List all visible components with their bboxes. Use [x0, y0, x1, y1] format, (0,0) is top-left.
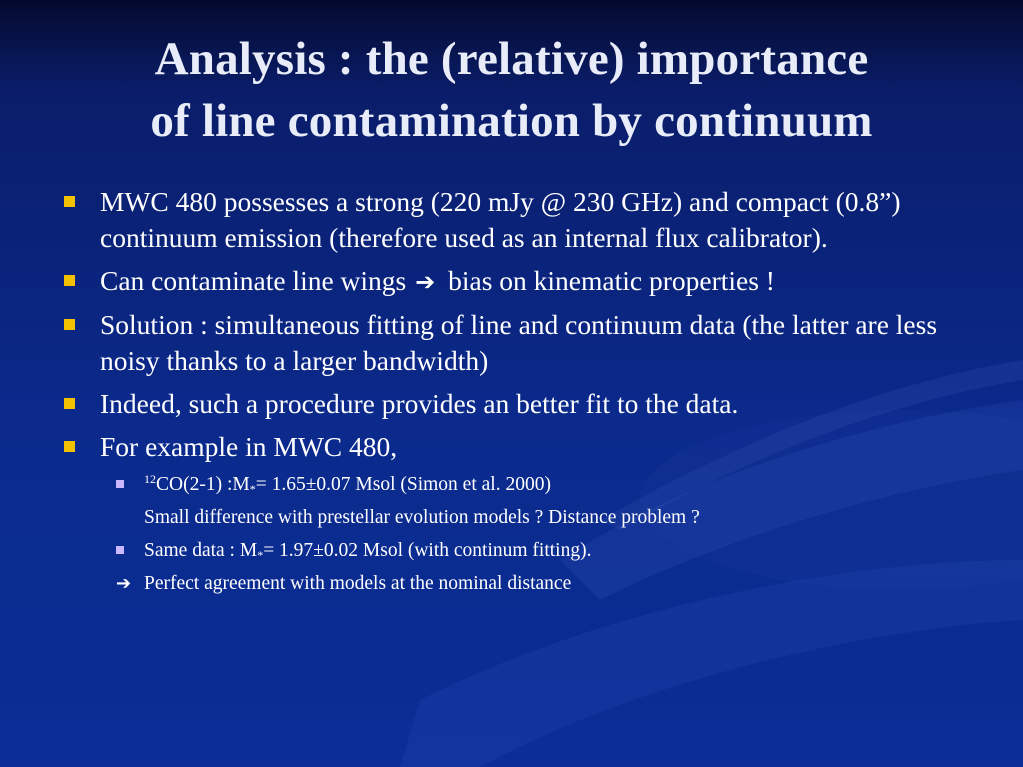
square-bullet-icon — [64, 441, 75, 452]
title-line-1: Analysis : the (relative) importance — [154, 33, 869, 85]
sub-text-b: = 1.97±0.02 Msol (with continum fitting). — [263, 540, 592, 561]
sub-bullet-co-measurement — [60, 472, 970, 498]
slide-title — [0, 28, 1023, 152]
sub-text-a: CO(2-1) :M — [156, 474, 250, 495]
slide-body — [60, 184, 970, 597]
sub-bullet-continuation: Small difference with prestellar evolution models ? Distance problem ? — [144, 507, 700, 528]
bullet-text: For example in MWC 480, — [100, 431, 398, 462]
conclusion-text: Perfect agreement with models at the nominal distance — [144, 573, 572, 594]
bullet-solution — [60, 307, 970, 379]
square-sub-bullet-icon — [116, 480, 124, 488]
title-line-2: of line contamination by continuum — [150, 95, 873, 147]
bullet-text-before: Can contaminate line wings — [100, 265, 407, 296]
square-sub-bullet-icon — [116, 546, 124, 554]
conclusion-line — [60, 571, 970, 597]
sub-text-a: Same data : M — [144, 540, 258, 561]
star-subscript: * — [249, 482, 256, 496]
square-bullet-icon — [64, 275, 75, 286]
bullet-text-after: bias on kinematic properties ! — [448, 265, 775, 296]
sub-text-b: = 1.65±0.07 Msol (Simon et al. 2000) — [255, 474, 551, 495]
square-bullet-icon — [64, 398, 75, 409]
star-subscript: * — [257, 548, 264, 562]
bullet-line-wings — [60, 263, 970, 300]
bullet-text: Indeed, such a procedure provides an better fit to the data. — [100, 388, 739, 419]
square-bullet-icon — [64, 319, 75, 330]
right-arrow-icon: ➔ — [415, 268, 436, 296]
bullet-text: MWC 480 possesses a strong (220 mJy @ 230 GHz) and compact (0.8”) continuum emission (therefore used as an internal flux calibrator). — [100, 186, 901, 253]
bullet-continuum-emission — [60, 184, 970, 256]
square-bullet-icon — [64, 196, 75, 207]
bullet-text: Solution : simultaneous fitting of line and continuum data (the latter are less noisy thanks to a larger bandwidth) — [100, 309, 938, 376]
bullet-better-fit — [60, 386, 970, 422]
isotope-superscript: 12 — [144, 472, 156, 486]
sub-bullet-same-data — [60, 538, 970, 564]
bullet-example — [60, 429, 970, 465]
right-arrow-icon: ➔ — [116, 573, 132, 594]
